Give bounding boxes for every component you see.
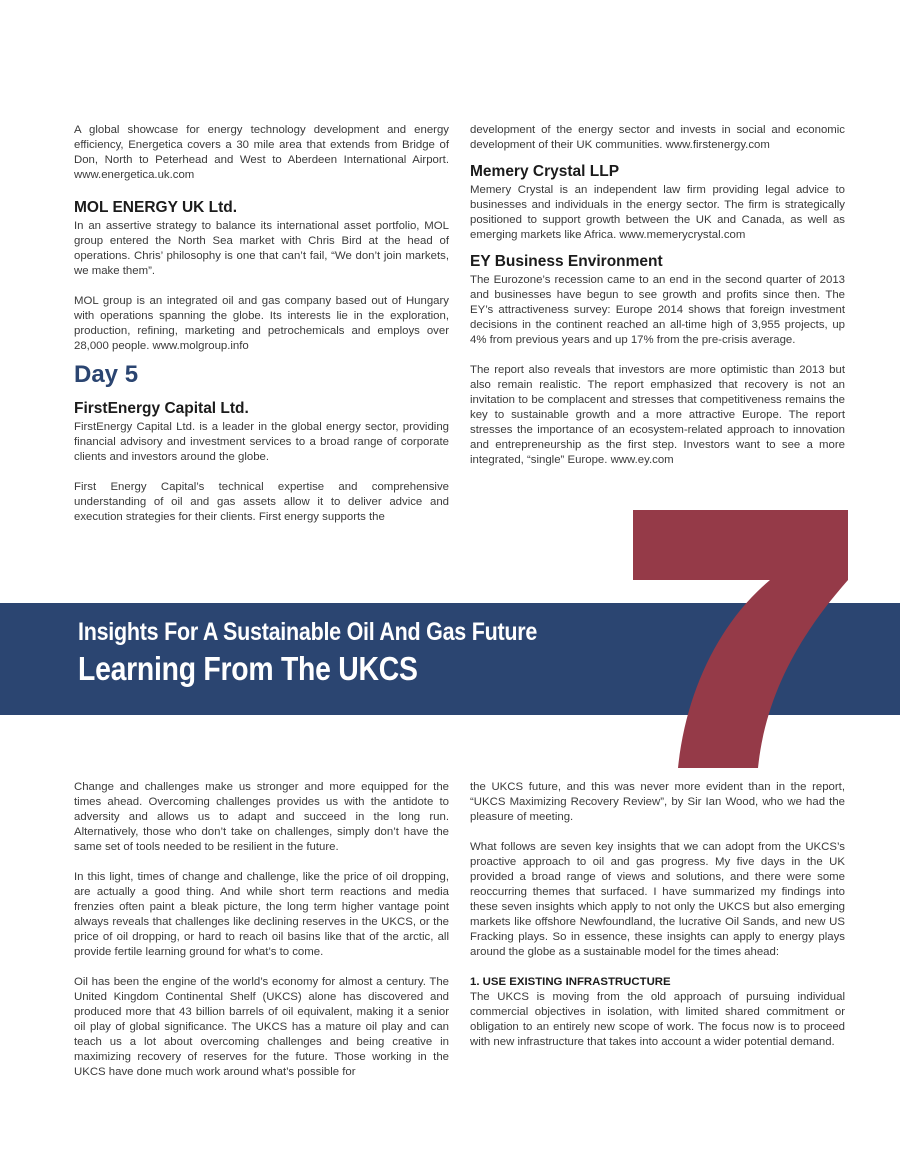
day-5-heading: Day 5 bbox=[74, 361, 139, 388]
energetica-paragraph: A global showcase for energy technology development and energy efficiency, Energetica covers a 30 mile area that extends from Bridge of Don, North to Peterhead and West to Aberdeen International Airport. www.energetica.uk.com bbox=[74, 124, 449, 181]
banner-title-line-2: Learning From The UKCS bbox=[78, 650, 418, 687]
mol-energy-heading: MOL ENERGY UK Ltd. bbox=[74, 199, 238, 216]
memery-crystal-paragraph: Memery Crystal is an independent law firm providing legal advice to businesses and individuals in the energy sector. The firm is strategically positioned to support growth between the UK and Canada, as well as emerging markets like Africa. www.memerycrystal.com bbox=[470, 184, 845, 241]
firstenergy-paragraph-1: FirstEnergy Capital Ltd. is a leader in the global energy sector, providing financial advisory and investment services to a broad range of corporate clients and investors around the globe. bbox=[74, 421, 449, 463]
top-left-column bbox=[74, 123, 449, 525]
ey-paragraph-1: The Eurozone’s recession came to an end in the second quarter of 2013 and businesses have begun to see growth and profits since then. The EY’s attractiveness survey: Europe 2014 shows that foreign investment decisions in the continent reached an all-time high of 3,955 projects, up 4% from previous years and up 17% from the pre-crisis average. bbox=[470, 274, 845, 346]
intro-paragraph-1: Change and challenges make us stronger and more equipped for the times ahead. Overcoming challenges provides us with the antidote to adversity and allows us to adapt and succeed in the long run. Alternatively, those who don’t take on challenges, simply don’t have the same set of tools needed to be resilient in the future. bbox=[74, 781, 449, 853]
insight-1-paragraph: The UKCS is moving from the old approach of pursuing individual commercial objectives in isolation, with limited shared commitment or obligation to an entirely new scope of work. The focus now is to proceed with new infrastructure that takes into account a wider potential demand. bbox=[470, 991, 845, 1048]
insights-intro-paragraph: What follows are seven key insights that we can adopt from the UKCS’s proactive approach to oil and gas progress. My five days in the UK provided a broad range of views and solutions, and there were some reoccurring themes that surfaced. I have summarized my findings into these seven insights which apply to not only the UKCS but also emerging markets like offshore Newfoundland, the lucrative Oil Sands, and new US Fracking plays. So in essence, these insights can apply to energy plays around the globe as a sustainable model for the times ahead: bbox=[470, 841, 845, 958]
insight-1-heading: 1. USE EXISTING INFRASTRUCTURE bbox=[470, 976, 671, 988]
firstenergy-heading: FirstEnergy Capital Ltd. bbox=[74, 400, 249, 417]
firstenergy-continued-paragraph: development of the energy sector and invests in social and economic development of their UK communities. www.firstenergy.com bbox=[470, 124, 845, 151]
banner-title bbox=[78, 616, 612, 690]
top-right-column bbox=[470, 123, 845, 468]
ey-paragraph-2: The report also reveals that investors are more optimistic than 2013 but also remain realistic. The report emphasized that recovery is not an invitation to be complacent and stresses that competitiveness remains the key to sustainable growth and a more attractive Europe. The report stresses the importance of an ecosystem-related approach to innovation and entrepreneurship as the first step. Investors want to see a more integrated, “single” Europe. www.ey.com bbox=[470, 364, 845, 466]
intro-paragraph-2: In this light, times of change and challenge, like the price of oil dropping, are actually a good thing. And while short term reactions and media frenzies often paint a bleak picture, the long term higher vantage point always reveals that challenges like declining reserves in the UKCS, or the price of oil dropping, or hard to reach oil basins like that of the arctic, all provide fertile learning ground for what’s to come. bbox=[74, 871, 449, 958]
intro-paragraph-3: Oil has been the engine of the world’s economy for almost a century. The United Kingdom Continental Shelf (UKCS) alone has discovered and produced more that 43 billion barrels of oil equivalent, making it a senior oil play of global significance. The UKCS has a mature oil play and can teach us a lot about overcoming challenges and being creative in maximizing recovery of reserves for the future. Those working in the UKCS have done much work around what’s possible for bbox=[74, 976, 449, 1078]
firstenergy-paragraph-2: First Energy Capital’s technical expertise and comprehensive understanding of oil and gas assets allow it to deliver advice and execution strategies for their clients. First energy supports the bbox=[74, 481, 449, 523]
bottom-right-column bbox=[470, 780, 845, 1050]
mol-paragraph-2: MOL group is an integrated oil and gas company based out of Hungary with operations spanning the globe. Its interests lie in the exploration, production, refining, marketing and petrochemicals and employs over 28,000 people. www.molgroup.info bbox=[74, 295, 449, 352]
review-paragraph: the UKCS future, and this was never more evident than in the report, “UKCS Maximizing Recovery Review”, by Sir Ian Wood, who we had the pleasure of meeting. bbox=[470, 781, 845, 823]
bottom-left-column bbox=[74, 780, 449, 1080]
ey-heading: EY Business Environment bbox=[470, 253, 663, 270]
mol-paragraph-1: In an assertive strategy to balance its international asset portfolio, MOL group entered the North Sea market with Chris Bird at the head of operations. Chris’ philosophy is one that can’t fail, “We don’t join markets, we make them”. bbox=[74, 220, 449, 277]
banner-title-line-1: Insights For A Sustainable Oil And Gas Future bbox=[78, 618, 538, 646]
memery-crystal-heading: Memery Crystal LLP bbox=[470, 163, 620, 180]
